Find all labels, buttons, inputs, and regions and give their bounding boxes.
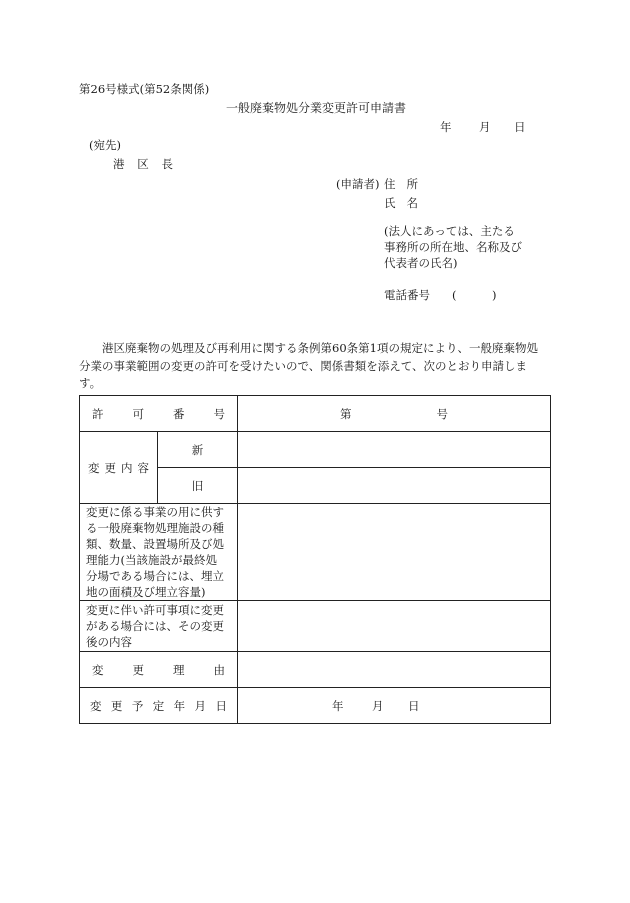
applicant-address-label: 住 所 bbox=[384, 177, 418, 191]
change-reason-value[interactable] bbox=[238, 652, 551, 688]
facility-row bbox=[80, 504, 551, 601]
date-month-label: 月 bbox=[479, 120, 491, 134]
planned-day-label: 日 bbox=[408, 698, 420, 713]
phone-close-paren: ) bbox=[492, 288, 497, 302]
applicant-label: (申請者) bbox=[336, 177, 380, 191]
change-reason-row bbox=[80, 652, 551, 688]
old-label: 旧 bbox=[158, 468, 238, 504]
new-label: 新 bbox=[158, 432, 238, 468]
date-year-label: 年 bbox=[440, 120, 452, 134]
planned-month-label: 月 bbox=[372, 698, 384, 713]
application-statement: 港区廃棄物の処理及び再利用に関する条例第60条第1項の規定により、一般廃棄物処分業の事業範囲の変更の許可を受けたいので、関係書類を添えて、次のとおり申請します。 bbox=[79, 341, 538, 390]
permit-number-row bbox=[80, 396, 551, 432]
permit-change-value[interactable] bbox=[238, 601, 551, 652]
facility-value[interactable] bbox=[238, 504, 551, 601]
applicant-name-label: 氏 名 bbox=[384, 196, 418, 210]
phone-label: 電話番号 bbox=[384, 288, 430, 302]
applicant-note-line-3: 代表者の氏名) bbox=[384, 256, 458, 270]
addressee-name: 港 区 長 bbox=[113, 157, 173, 171]
date-day-label: 日 bbox=[514, 120, 526, 134]
change-new-row bbox=[80, 432, 551, 468]
planned-year-label: 年 bbox=[332, 698, 344, 713]
applicant-note-line-1: (法人にあっては、主たる bbox=[384, 224, 515, 238]
permit-number-value[interactable]: 第 号 bbox=[238, 396, 551, 432]
change-new-value[interactable] bbox=[238, 432, 551, 468]
facility-label: 変更に係る事業の用に供す る一般廃棄物処理施設の種 類、数量、設置場所及び処 理能力(当該施設が最終処 分場である場合には、埋立 地の面積及び埋立容量) bbox=[80, 504, 238, 601]
change-content-label: 変 更 内 容 bbox=[80, 432, 158, 504]
change-reason-label: 変 更 理 由 bbox=[80, 652, 238, 688]
planned-date-value[interactable] bbox=[238, 688, 551, 724]
change-old-value[interactable] bbox=[238, 468, 551, 504]
permit-change-label: 変更に伴い許可事項に変更 がある場合には、その変更 後の内容 bbox=[80, 601, 238, 652]
permit-number-label: 許 可 番 号 bbox=[80, 396, 238, 432]
application-form-table bbox=[79, 395, 551, 724]
planned-date-label: 変 更 予 定 年 月 日 bbox=[80, 688, 238, 724]
document-title: 一般廃棄物処分業変更許可申請書 bbox=[226, 101, 407, 115]
permit-change-row bbox=[80, 601, 551, 652]
form-number: 第26号様式(第52条関係) bbox=[79, 82, 210, 96]
phone-open-paren: ( bbox=[452, 288, 457, 302]
addressee-label: (宛先) bbox=[89, 138, 121, 152]
planned-date-row bbox=[80, 688, 551, 724]
applicant-note-line-2: 事務所の所在地、名称及び bbox=[384, 240, 522, 254]
